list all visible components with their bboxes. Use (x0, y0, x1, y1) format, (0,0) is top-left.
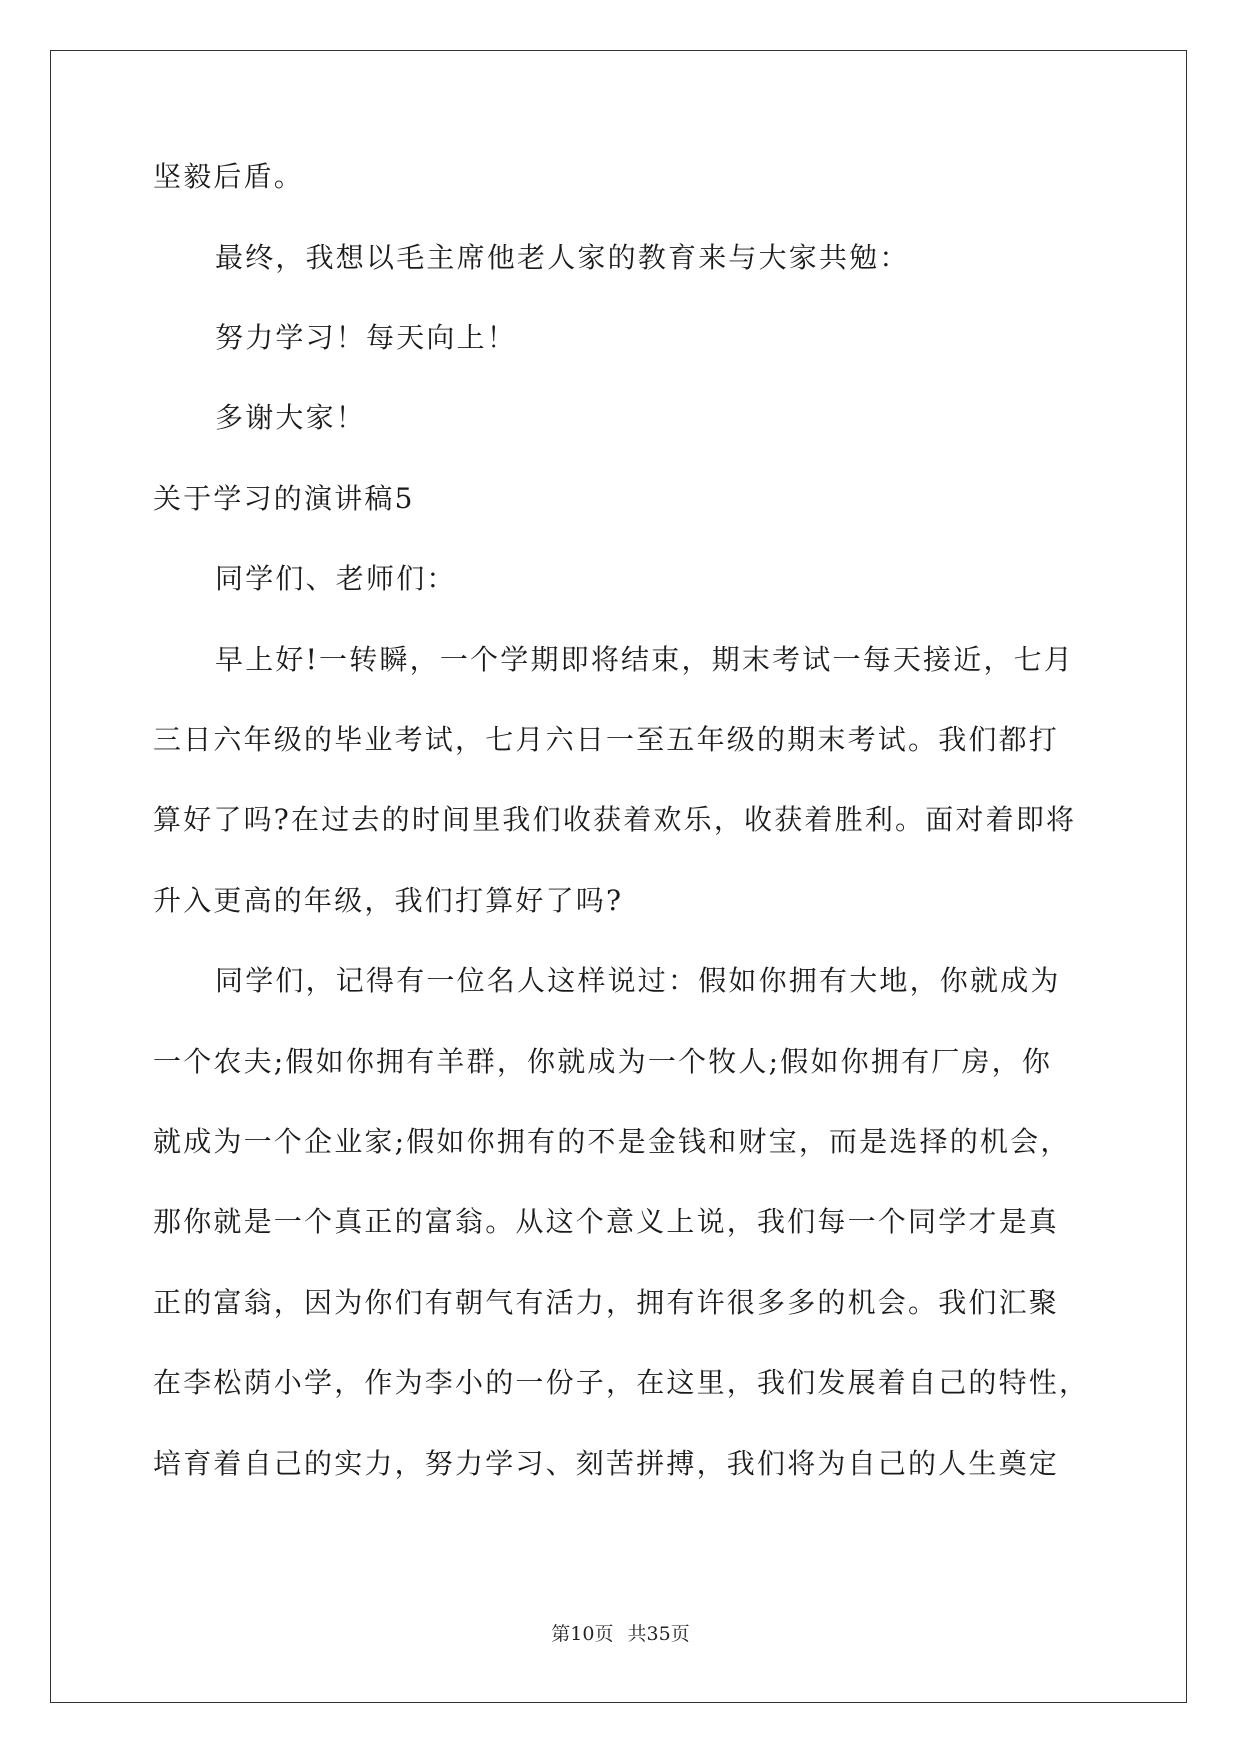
body-text-line: 同学们、老师们： (215, 562, 457, 595)
body-text-line: 努力学习！每天向上！ (215, 321, 518, 354)
section-heading: 关于学习的演讲稿5 (153, 482, 415, 515)
body-text-line: 那你就是一个真正的富翁。从这个意义上说，我们每一个同学才是真 (153, 1205, 1060, 1238)
body-text-line: 在李松荫小学，作为李小的一份子，在这里，我们发展着自己的特性， (153, 1366, 1090, 1399)
body-text-line: 一个农夫;假如你拥有羊群，你就成为一个牧人;假如你拥有厂房，你 (153, 1045, 1053, 1078)
body-text-line: 正的富翁，因为你们有朝气有活力，拥有许很多多的机会。我们汇聚 (153, 1286, 1060, 1319)
body-text-line: 升入更高的年级，我们打算好了吗? (153, 884, 624, 917)
body-text-line: 坚毅后盾。 (153, 160, 305, 193)
body-text-line: 培育着自己的实力，努力学习、刻苦拼搏，我们将为自己的人生奠定 (153, 1447, 1060, 1480)
body-text-line: 早上好!一转瞬，一个学期即将结束，期末考试一每天接近，七月 (215, 643, 1075, 676)
body-text-line: 就成为一个企业家;假如你拥有的不是金钱和财宝，而是选择的机会， (153, 1125, 1071, 1158)
body-text-line: 同学们，记得有一位名人这样说过：假如你拥有大地，你就成为 (215, 964, 1061, 997)
page-number: 第10页 (551, 1623, 614, 1645)
body-text-line: 算好了吗?在过去的时间里我们收获着欢乐，收获着胜利。面对着即将 (153, 803, 1077, 836)
body-text-line: 最终，我想以毛主席他老人家的教育来与大家共勉： (215, 241, 910, 274)
page-footer (0, 1622, 1241, 1646)
body-text-line: 三日六年级的毕业考试，七月六日一至五年级的期末考试。我们都打 (153, 723, 1060, 756)
page-total: 共35页 (627, 1623, 690, 1645)
body-text-line: 多谢大家！ (215, 401, 367, 434)
